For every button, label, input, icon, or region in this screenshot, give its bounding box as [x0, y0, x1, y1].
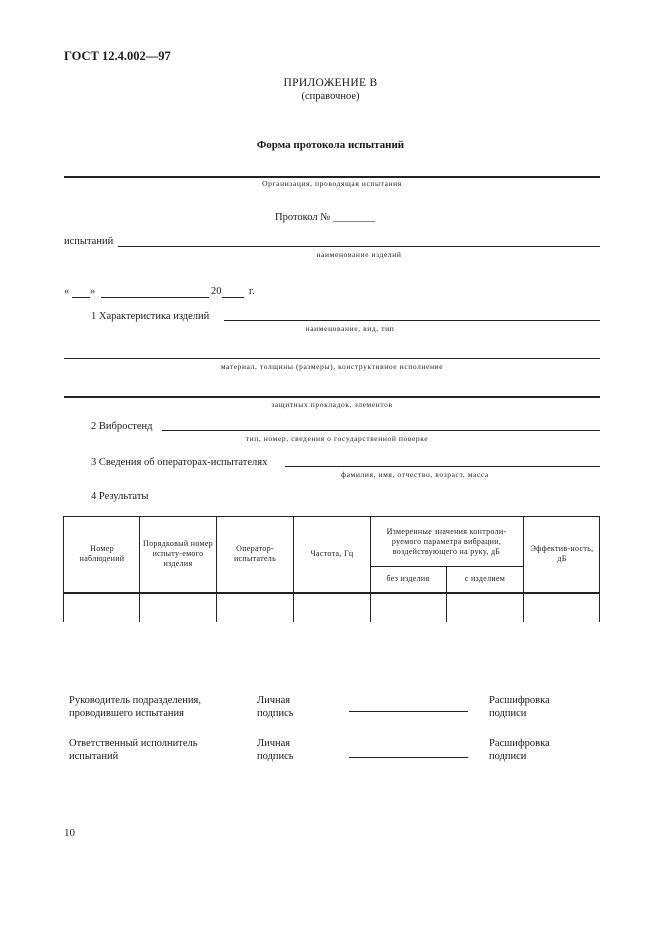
- col-observation-number: Номер наблюдений: [79, 544, 125, 563]
- organization-line: [64, 176, 600, 178]
- signature-decode-label-2: Расшифровка подписи: [489, 738, 550, 762]
- col-item-number: Порядковый номер испыту-емого изделия: [143, 539, 213, 568]
- date-month-line: [101, 297, 209, 298]
- signature-sign-label-1: Личная подпись: [257, 695, 294, 719]
- section1-caption2: материал, толщины (размеры), конструктивное исполнение: [220, 362, 444, 371]
- organization-caption: Организация, проводящая испытания: [262, 179, 402, 188]
- section2-caption: тип, номер, сведения о государственной поверке: [245, 434, 429, 443]
- section3-label: 3 Сведения об операторах-испытателях: [91, 457, 268, 468]
- col-measured-values: Измеренные значения контроли-руемого параметра вибрации, воздействующего на руку, дБ: [386, 527, 507, 556]
- col-frequency: Частота, Гц: [310, 549, 354, 558]
- signature-role-2: Ответственный исполнитель испытаний: [69, 738, 198, 762]
- tests-caption: наименование изделий: [316, 250, 402, 259]
- section1-label: 1 Характеристика изделий: [91, 311, 210, 322]
- section1-line1: [224, 320, 600, 321]
- signature-line-2: [349, 757, 468, 758]
- appendix-title: ПРИЛОЖЕНИЕ В: [283, 77, 378, 89]
- signature-role-1: Руководитель подразделения, проводившего испытания: [69, 695, 201, 719]
- col-operator: Оператор-испытатель: [233, 544, 277, 563]
- date-year-suffix: г.: [249, 286, 255, 297]
- date-year-line: [222, 297, 244, 298]
- date-year-prefix: 20: [211, 286, 222, 297]
- tests-label: испытаний: [64, 236, 114, 247]
- section3-caption: фамилия, имя, отчество, возраст, масса: [341, 470, 489, 479]
- section1-line3: [64, 396, 600, 398]
- form-title: Форма протокола испытаний: [256, 139, 405, 151]
- signature-decode-label-1: Расшифровка подписи: [489, 695, 550, 719]
- section1-caption1: наименование, вид, тип: [305, 324, 395, 333]
- date-open-quote: «: [64, 286, 70, 297]
- section2-label: 2 Вибростенд: [91, 421, 153, 432]
- section4-label: 4 Результаты: [91, 491, 149, 502]
- appendix-subtitle: (справочное): [301, 91, 360, 102]
- section1-caption3: защитных прокладок, элементов: [271, 400, 393, 409]
- col-without-item: без изделия: [386, 574, 430, 583]
- date-day-line: [72, 297, 90, 298]
- results-table: [63, 516, 600, 622]
- page-number: 10: [64, 827, 75, 839]
- date-close-quote: »: [90, 286, 96, 297]
- col-efficiency: Эффектив-ность, дБ: [530, 544, 594, 563]
- signature-sign-label-2: Личная подпись: [257, 738, 294, 762]
- document-code: ГОСТ 12.4.002—97: [64, 49, 171, 63]
- signature-line-1: [349, 711, 468, 712]
- col-with-item: с изделием: [464, 574, 506, 583]
- section1-line2: [64, 358, 600, 359]
- protocol-label: Протокол № ________: [275, 212, 375, 223]
- tests-line: [118, 246, 600, 247]
- section3-line: [285, 466, 600, 467]
- section2-line: [162, 430, 600, 431]
